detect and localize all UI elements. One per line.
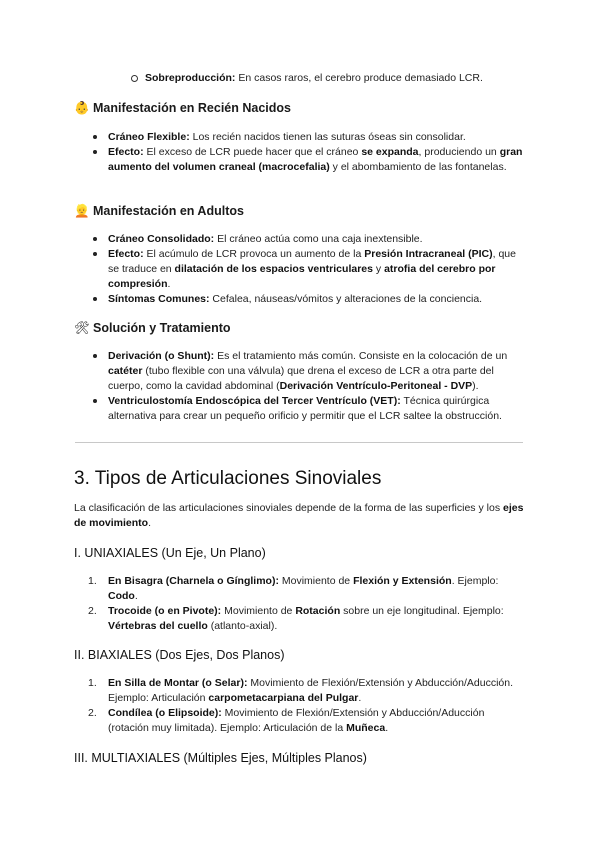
term-bold: En Bisagra (Charnela o Gínglimo): <box>108 575 279 587</box>
item-text: Cefalea, náuseas/vómitos y alteraciones de la conciencia. <box>209 293 483 305</box>
term-bold: ejes de movimiento <box>74 502 524 529</box>
term-bold: Presión Intracraneal (PIC) <box>364 248 493 260</box>
section-heading-newborn <box>74 99 291 117</box>
list-item <box>108 232 526 247</box>
term-bold: Condílea (o Elipsoide): <box>108 707 222 719</box>
item-text: (atlanto-axial). <box>207 620 278 632</box>
item-text: . <box>134 590 138 602</box>
item-text: El acúmulo de LCR provoca un aumento de la <box>143 248 365 260</box>
section-title: Manifestación en Adultos <box>93 204 244 218</box>
item-text: . <box>167 278 171 290</box>
item-text: Técnica quirúrgica alternativa para crear un pequeño orificio y permitir que el LCR saltee la obstrucción. <box>108 395 502 422</box>
sub-bullet-item <box>145 71 483 86</box>
adult-icon: 👱 <box>74 204 90 218</box>
term-bold: gran aumento del volumen craneal (macrocefalia) <box>108 146 523 173</box>
item-text: En casos raros, el cerebro produce demasiado LCR. <box>235 72 483 84</box>
uniaxial-list <box>88 574 528 634</box>
item-number: 1. <box>88 677 97 689</box>
list-item <box>108 349 526 394</box>
term-bold: Derivación Ventrículo-Peritoneal - DVP <box>279 380 473 392</box>
item-text: . <box>385 722 389 734</box>
term-bold: En Silla de Montar (o Selar): <box>108 677 248 689</box>
term-bold: Cráneo Consolidado: <box>108 233 215 245</box>
list-item <box>88 676 528 706</box>
item-text: . <box>358 692 362 704</box>
list-item <box>108 145 526 175</box>
term-bold: Flexión y Extensión <box>353 575 452 587</box>
adult-list <box>108 232 526 307</box>
section-divider <box>75 442 523 443</box>
list-item <box>108 292 526 307</box>
list-item <box>108 130 526 145</box>
term-bold: dilatación de los espacios ventriculares <box>174 263 373 275</box>
item-text: y el abombamiento de las fontanelas. <box>329 161 507 173</box>
section-heading-adult <box>74 202 244 220</box>
item-text: . Ejemplo: <box>451 575 499 587</box>
item-text: , que se traduce en <box>108 248 516 275</box>
term-bold: Vértebras del cuello <box>108 620 208 632</box>
item-text: Movimiento de Flexión/Extensión y Abducción/Aducción (rotación muy limitada). Ejemplo: Articulación de la <box>108 707 485 734</box>
term-bold: catéter <box>108 365 143 377</box>
tools-icon: 🛠 <box>74 321 90 335</box>
list-item <box>88 574 528 604</box>
item-number: 2. <box>88 707 97 719</box>
term-bold: Efecto: <box>108 248 144 260</box>
sub-bullet-list <box>145 71 483 86</box>
baby-icon: 👶 <box>74 101 90 115</box>
item-text: Movimiento de Flexión/Extensión y Abducción/Aducción. Ejemplo: Articulación <box>108 677 514 704</box>
term-bold: Rotación <box>295 605 341 617</box>
main-heading: 3. Tipos de Articulaciones Sinoviales <box>74 468 382 489</box>
item-text: y <box>372 263 385 275</box>
item-text: ). <box>472 380 479 392</box>
item-text: (tubo flexible con una válvula) que drena el exceso de LCR a otra parte del cuerpo, como la cavidad abdominal ( <box>108 365 494 392</box>
term-bold: Codo <box>108 590 135 602</box>
item-number: 1. <box>88 575 97 587</box>
list-item <box>108 394 526 424</box>
item-number: 2. <box>88 605 97 617</box>
term-bold: Cráneo Flexible: <box>108 131 190 143</box>
list-item <box>88 706 528 736</box>
intro-text: . <box>148 517 152 529</box>
intro-text: La clasificación de las articulaciones sinoviales depende de la forma de las superficies y los <box>74 502 503 514</box>
term-bold: Ventriculostomía Endoscópica del Tercer Ventrículo (VET): <box>108 395 401 407</box>
term-bold: Efecto: <box>108 146 144 158</box>
section-heading-treatment <box>74 319 231 337</box>
section-title: Solución y Tratamiento <box>93 321 231 335</box>
item-text: Los recién nacidos tienen las suturas óseas sin consolidar. <box>189 131 466 143</box>
item-text: Movimiento de <box>278 575 354 587</box>
biaxial-list <box>88 676 528 736</box>
section-title: Manifestación en Recién Nacidos <box>93 101 291 115</box>
subheading-multiaxial: III. MULTIAXIALES (Múltiples Ejes, Múltiples Planos) <box>74 751 367 765</box>
term-bold: Sobreproducción: <box>145 72 236 84</box>
treatment-list <box>108 349 526 424</box>
newborn-list <box>108 130 526 175</box>
term-bold: carpometacarpiana del Pulgar <box>208 692 359 704</box>
item-text: , produciendo un <box>418 146 500 158</box>
term-bold: Síntomas Comunes: <box>108 293 210 305</box>
item-text: El cráneo actúa como una caja inextensible. <box>214 233 423 245</box>
term-bold: atrofia del cerebro por compresión <box>108 263 496 290</box>
item-text: sobre un eje longitudinal. Ejemplo: <box>340 605 504 617</box>
list-item <box>88 604 528 634</box>
item-text: El exceso de LCR puede hacer que el cráneo <box>143 146 362 158</box>
intro-paragraph <box>74 501 529 531</box>
term-bold: Trocoide (o en Pivote): <box>108 605 222 617</box>
term-bold: Derivación (o Shunt): <box>108 350 215 362</box>
term-bold: Muñeca <box>346 722 386 734</box>
item-text: Movimiento de <box>221 605 296 617</box>
subheading-biaxial: II. BIAXIALES (Dos Ejes, Dos Planos) <box>74 648 285 662</box>
term-bold: se expanda <box>361 146 419 158</box>
list-item <box>108 247 526 292</box>
subheading-uniaxial: I. UNIAXIALES (Un Eje, Un Plano) <box>74 546 266 560</box>
item-text: Es el tratamiento más común. Consiste en la colocación de un <box>214 350 508 362</box>
